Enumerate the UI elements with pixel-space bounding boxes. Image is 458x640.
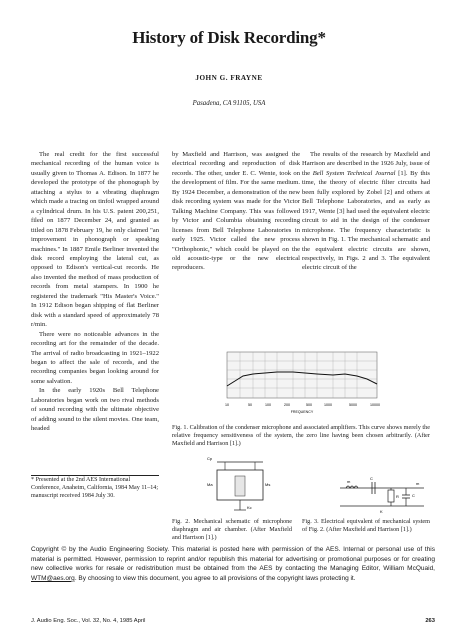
page-number: 263 bbox=[425, 618, 435, 624]
fig3-label: K bbox=[380, 509, 383, 514]
text-run: [1]. By this time, the theory of electric filter circuits had been fully explored by Zobel [2] and others at Bell Telephone Laboratories, and as early as 1917, Wente [3] had used the equivalent electric circuit to aid in the design of the condenser microphone. The frequency characteristic is shown in Fig. 1. The mechanical schematic and the equivalent electric circuits are shown, respectively, in Figs. 2 and 3. The equivalent electric circuit of the bbox=[302, 169, 430, 272]
fig1-xtick: 10000 bbox=[370, 403, 380, 407]
body-column-2 bbox=[172, 150, 300, 273]
fig3-label: m bbox=[347, 479, 351, 484]
author-affiliation: Pasadena, CA 91105, USA bbox=[192, 100, 266, 107]
author-name: JOHN G. FRAYNE bbox=[195, 74, 263, 82]
copyright-text: Copyright © by the Audio Engineering Society. This material is posted here with permission of the AES. Internal or personal use of this material is permitted. However, permission to reprint and/or republish this material for advertising or promotional purposes or for creating new collective works for resale or redistribution must be obtained from the AES by contacting the Managing Editor, William McQuaid, bbox=[31, 546, 435, 573]
fig3-label: R bbox=[396, 494, 399, 499]
text-run: The results of the research by Maxfield and Harrison are described in the 1926 July, issue of the bbox=[302, 151, 430, 177]
fig1-xtick: 50 bbox=[248, 403, 252, 407]
journal-citation: J. Audio Eng. Soc., Vol. 32, No. 4, 1985 April bbox=[31, 618, 146, 624]
fig2-label: Ms bbox=[265, 482, 271, 487]
fig1-caption: Fig. 1. Calibration of the condenser microphone and associated amplifiers. This curve shows merely the relative frequency sensitiveness of the system, the zero line having been chosen arbitrarily. (After Maxfield and Harrison [1].) bbox=[172, 424, 430, 447]
fig1-xtick: 200 bbox=[284, 403, 290, 407]
fig1-xtick: 10 bbox=[225, 403, 229, 407]
paragraph: There were no noticeable advances in the recording art for the remainder of the decade. The arrival of radio broadcasting in 1921–1922 began to affect the sale of records, and the recording companies began looking around for some salvation. bbox=[31, 330, 159, 385]
fig3-caption: Fig. 3. Electrical equivalent of mechanical system of Fig. 2. (After Maxfield and Harrison [1].) bbox=[302, 518, 430, 533]
fig1-xtick: 500 bbox=[306, 403, 312, 407]
body-column-1 bbox=[31, 150, 159, 434]
fig2-caption: Fig. 2. Mechanical schematic of microphone diaphragm and air chamber. (After Maxfield and Harrison [1].) bbox=[172, 518, 292, 541]
paragraph: The real credit for the first successful mechanical recording of the human voice is usually given to Thomas A. Edison. In 1877 he developed the prototype of the phonograph by attaching a stylus to a vibrating diaphragm which made a tracing on tinfoil wrapped around a cylindrical drum. In his U.S. patent 200,251, filed on 1877 December 24, and granted as titled on 1878 February 19, he only claimed "an improvement in phonograph or speaking machines." In 1887 Emile Berliner invented the disk record employing the lateral cut, as opposed to Edison's vertical-cut records. He also invented the method of mass production of records from metal stampers. In 1900 he registered the trademark "His Master's Voice." In 1912 Edison began shipping of flat Berliner disk with a standard speed of approximately 78 r/min. bbox=[31, 151, 159, 329]
paper-title: History of Disk Recording* bbox=[132, 28, 326, 47]
fig1-graph bbox=[205, 348, 405, 420]
copyright-notice bbox=[31, 545, 435, 583]
fig3-label: C bbox=[370, 476, 373, 481]
page-footer bbox=[31, 618, 435, 624]
fig3-circuit bbox=[336, 476, 432, 514]
fig1-xtick: 100 bbox=[265, 403, 271, 407]
paragraph: by Maxfield and Harrison, was assigned the electrical recording and reproduction of disk records. The other, under E. C. Wente, took on the development of film. For the same medium. By 1924 December, a demonstration of the new disk recording system was made for the Victor Talking Machine Company. This was followed by Victor and Columbia obtaining recording licenses from Bell Telephone Laboratories in early 1925. Victor called the new process "Orthophonic," which could be played on the old acoustic-type or the new electrical reproducers. bbox=[172, 151, 300, 272]
paragraph: In the early 1920s Bell Telephone Laboratories began work on two rival methods of sound recording with the ultimate objective of adding sound to the silent movies. One team, headed bbox=[31, 387, 159, 433]
body-column-3 bbox=[302, 150, 430, 273]
paragraph bbox=[302, 150, 430, 273]
fig3-label: m bbox=[416, 481, 420, 486]
fig3-resistor bbox=[388, 490, 394, 502]
fig2-label: Ma bbox=[207, 482, 213, 487]
footnote-rule bbox=[31, 475, 159, 476]
fig2-label: Cp bbox=[207, 456, 213, 461]
footnote: * Presented at the 2nd AES International Conference, Anaheim, California, 1984 May 11–14; manuscript received 1984 July 30. bbox=[31, 477, 159, 499]
fig1-xtick: 5000 bbox=[349, 403, 357, 407]
journal-name: Bell System Technical Journal bbox=[312, 169, 396, 177]
fig2-schematic bbox=[205, 452, 275, 514]
copyright-text: . By choosing to view this document, you agree to all provisions of the copyright laws protecting it. bbox=[74, 574, 356, 582]
email-link[interactable]: WTM@aes.org bbox=[31, 574, 75, 582]
fig2-backplate bbox=[235, 476, 245, 496]
fig3-label: C bbox=[412, 493, 415, 498]
fig2-label: Kc bbox=[247, 505, 252, 510]
fig1-xlabel: FREQUENCY bbox=[290, 410, 314, 414]
fig1-xtick: 1000 bbox=[324, 403, 332, 407]
